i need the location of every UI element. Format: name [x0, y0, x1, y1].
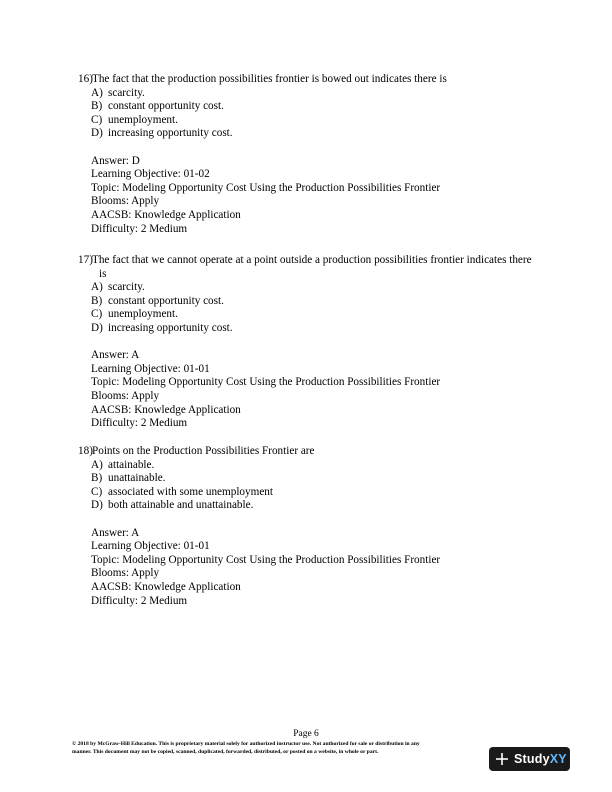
option-text: increasing opportunity cost. [108, 321, 233, 334]
options-list [78, 459, 538, 513]
question-text: Points on the Production Possibilities Frontier are [92, 445, 315, 457]
option-letter: B) [91, 472, 103, 485]
option-letter: A) [91, 458, 103, 471]
difficulty: Difficulty: 2 Medium [91, 417, 188, 430]
option-text: scarcity. [108, 86, 145, 99]
question-number: 18) [78, 445, 93, 457]
option-letter: C) [91, 308, 103, 321]
option-text: unattainable. [108, 472, 166, 485]
options-list [78, 87, 538, 141]
question-text: The fact that we cannot operate at a point outside a production possibilities frontier indicates there is [92, 254, 532, 280]
option-a [91, 459, 538, 473]
option-b [91, 472, 538, 486]
option-text: associated with some unemployment [108, 485, 273, 498]
aacsb: AACSB: Knowledge Application [91, 208, 241, 221]
answer: Answer: A [91, 526, 140, 539]
option-text: constant opportunity cost. [108, 100, 224, 113]
question-17 [78, 254, 538, 431]
aacsb: AACSB: Knowledge Application [91, 580, 241, 593]
question-stem [78, 445, 538, 459]
studyxy-badge[interactable] [489, 747, 570, 771]
difficulty: Difficulty: 2 Medium [91, 222, 188, 235]
answer-metadata [78, 349, 538, 431]
topic: Topic: Modeling Opportunity Cost Using the Production Possibilities Frontier [91, 181, 441, 194]
question-number: 17) [78, 254, 93, 266]
option-b [91, 295, 538, 309]
option-text: increasing opportunity cost. [108, 127, 233, 140]
plus-icon [495, 752, 509, 766]
option-letter: B) [91, 100, 103, 113]
option-letter: A) [91, 86, 103, 99]
option-text: unemployment. [108, 308, 178, 321]
question-text: The fact that the production possibilities frontier is bowed out indicates there is [92, 73, 447, 85]
learning-objective: Learning Objective: 01-01 [91, 362, 210, 375]
difficulty: Difficulty: 2 Medium [91, 594, 188, 607]
topic: Topic: Modeling Opportunity Cost Using the Production Possibilities Frontier [91, 376, 441, 389]
option-d [91, 127, 538, 141]
learning-objective: Learning Objective: 01-01 [91, 540, 210, 553]
option-letter: B) [91, 294, 103, 307]
learning-objective: Learning Objective: 01-02 [91, 168, 210, 181]
option-d [91, 499, 538, 513]
option-c [91, 114, 538, 128]
option-letter: D) [91, 499, 103, 512]
option-d [91, 322, 538, 336]
option-text: both attainable and unattainable. [108, 499, 254, 512]
option-letter: D) [91, 127, 103, 140]
option-letter: D) [91, 321, 103, 334]
question-stem [78, 73, 538, 87]
question-18 [78, 445, 538, 608]
option-letter: C) [91, 485, 103, 498]
option-c [91, 486, 538, 500]
option-a [91, 281, 538, 295]
answer: Answer: A [91, 349, 140, 362]
topic: Topic: Modeling Opportunity Cost Using the Production Possibilities Frontier [91, 553, 441, 566]
answer-metadata [78, 155, 538, 237]
copyright-line: © 2018 by McGraw-Hill Education. This is proprietary material solely for authorized instructor use. Not authorized for sale or distribution in any [72, 741, 420, 747]
option-letter: C) [91, 113, 103, 126]
blooms: Blooms: Apply [91, 567, 160, 580]
option-text: attainable. [108, 458, 155, 471]
option-b [91, 100, 538, 114]
copyright-line: manner. This document may not be copied, scanned, duplicated, forwarded, distributed, or posted on a website, in whole or part. [72, 749, 379, 755]
answer-metadata [78, 527, 538, 609]
copyright-notice [72, 740, 522, 756]
question-number: 16) [78, 73, 93, 85]
option-letter: A) [91, 281, 103, 294]
option-a [91, 87, 538, 101]
question-16 [78, 73, 538, 236]
option-text: constant opportunity cost. [108, 294, 224, 307]
options-list [78, 281, 538, 335]
blooms: Blooms: Apply [91, 389, 160, 402]
option-text: unemployment. [108, 113, 178, 126]
blooms: Blooms: Apply [91, 195, 160, 208]
question-stem [78, 254, 538, 281]
page-number: Page 6 [293, 729, 319, 739]
answer: Answer: D [91, 154, 140, 167]
aacsb: AACSB: Knowledge Application [91, 403, 241, 416]
option-c [91, 308, 538, 322]
option-text: scarcity. [108, 281, 145, 294]
badge-text: Study [514, 752, 550, 766]
badge-text-accent: XY [549, 752, 567, 766]
